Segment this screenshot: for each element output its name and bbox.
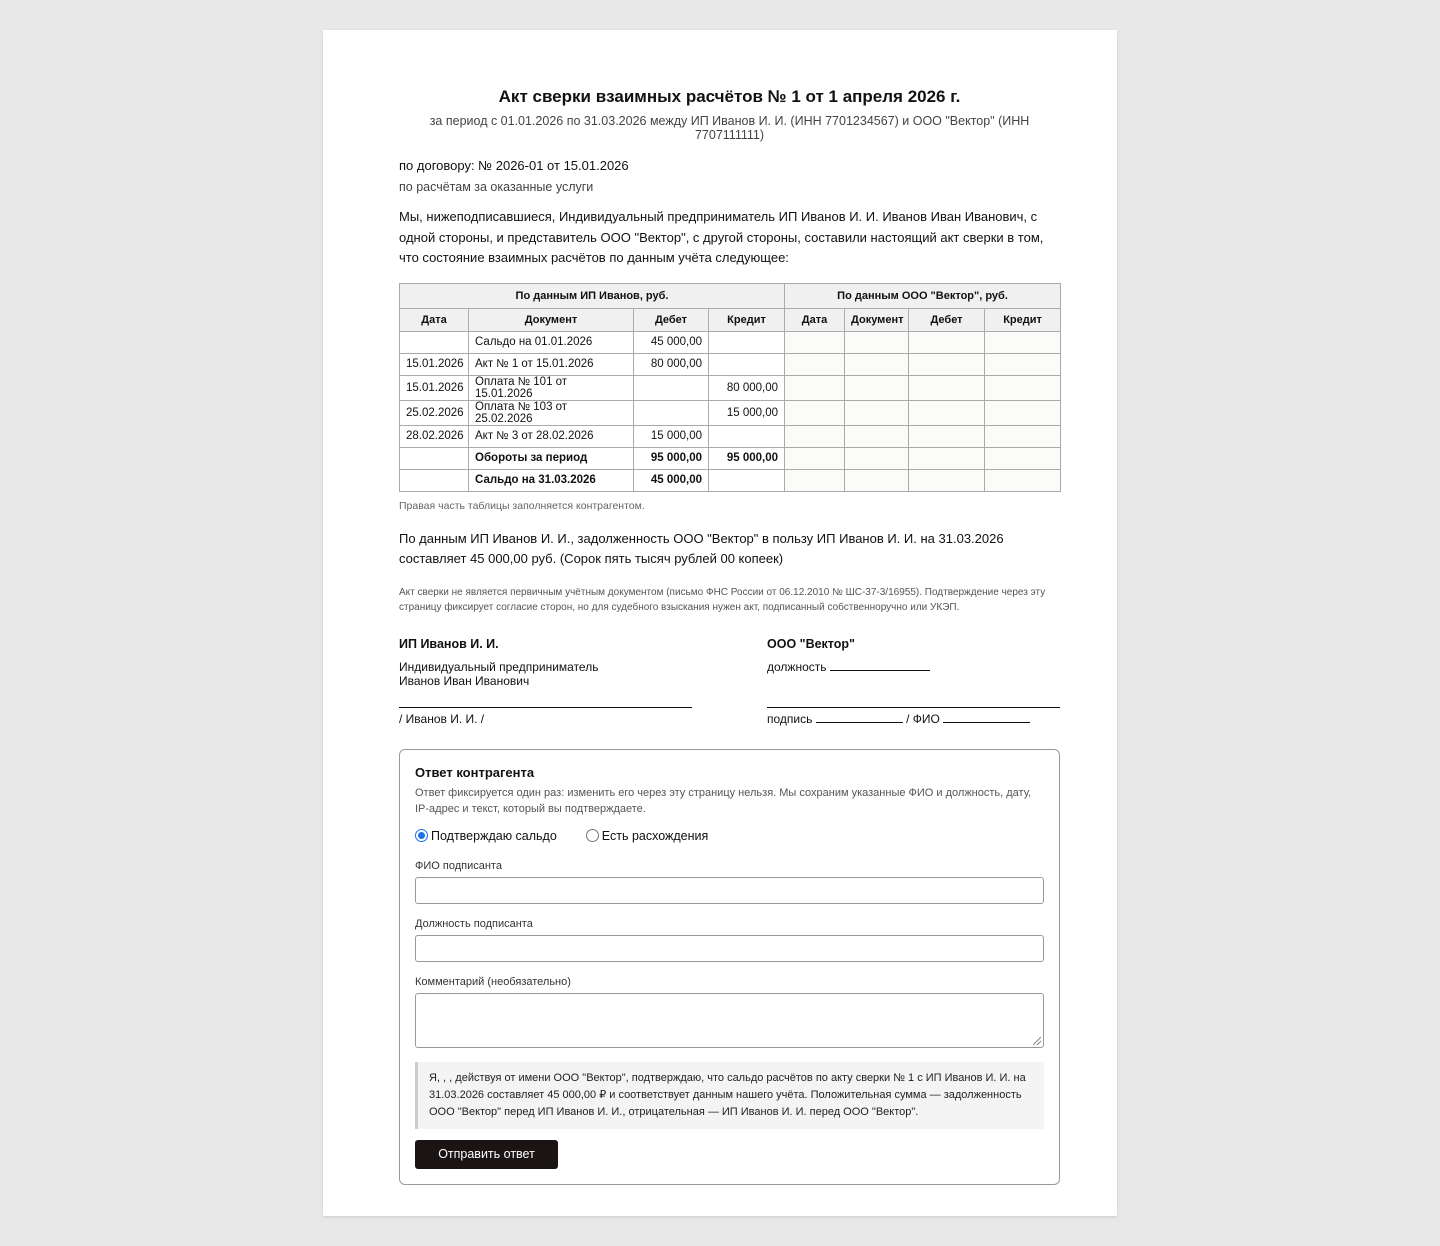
response-note: Ответ фиксируется один раз: изменить его через эту страницу нельзя. Мы сохраним указанные ФИО и должность, дату, IP-адрес и текст, который вы подтверждаете. bbox=[415, 786, 1032, 815]
table-row bbox=[400, 425, 1061, 447]
response-title: Ответ контрагента bbox=[415, 764, 535, 780]
fio-input[interactable] bbox=[415, 877, 1044, 904]
column-header: Дебет bbox=[909, 308, 985, 331]
counterparty-cell bbox=[785, 375, 845, 400]
table-row bbox=[400, 331, 1061, 353]
signer-left-fullname: Иванов Иван Иванович bbox=[399, 673, 530, 688]
signature-line bbox=[399, 707, 692, 708]
fio-field-label: ФИО подписанта bbox=[415, 859, 502, 872]
position-label: должность bbox=[767, 659, 827, 674]
cell-document: Оплата № 103 от 25.02.2026 bbox=[469, 400, 634, 425]
contract-line: по договору: № 2026-01 от 15.01.2026 bbox=[399, 158, 629, 173]
cell-credit bbox=[709, 425, 785, 447]
counterparty-response-form bbox=[399, 749, 1060, 1185]
cell-debit: 95 000,00 bbox=[634, 447, 709, 469]
counterparty-cell bbox=[985, 469, 1061, 491]
counterparty-cell bbox=[985, 331, 1061, 353]
counterparty-cell bbox=[845, 469, 909, 491]
sign-blank bbox=[816, 713, 903, 723]
column-header: Дебет bbox=[634, 308, 709, 331]
cell-credit bbox=[709, 469, 785, 491]
cell-credit: 95 000,00 bbox=[709, 447, 785, 469]
resize-grip-icon[interactable] bbox=[1033, 1037, 1041, 1045]
document-content bbox=[399, 86, 1060, 1185]
cell-debit: 45 000,00 bbox=[634, 469, 709, 491]
cell-document: Оплата № 101 от 15.01.2026 bbox=[469, 375, 634, 400]
signer-right-name: ООО "Вектор" bbox=[767, 636, 855, 651]
comment-field-label: Комментарий (необязательно) bbox=[415, 975, 571, 988]
cell-document: Сальдо на 01.01.2026 bbox=[469, 331, 634, 353]
cell-debit bbox=[634, 375, 709, 400]
signer-left-footer: / Иванов И. И. / bbox=[399, 711, 485, 726]
counterparty-cell bbox=[785, 447, 845, 469]
reconciliation-table bbox=[399, 283, 1061, 492]
table-row bbox=[400, 400, 1061, 425]
counterparty-cell bbox=[909, 400, 985, 425]
response-options bbox=[415, 827, 1044, 845]
radio-discrepancy[interactable] bbox=[586, 829, 709, 843]
counterparty-cell bbox=[845, 425, 909, 447]
column-header: Кредит bbox=[709, 308, 785, 331]
position-line bbox=[767, 660, 1060, 674]
intro-paragraph: Мы, нижеподписавшиеся, Индивидуальный предприниматель ИП Иванов И. И. Иванов Иван Иванович, с одной стороны, и представитель ООО "Вектор", с другой стороны, составили настоящий акт сверки в том, что состояние взаимных расчётов по данным учёта следующее: bbox=[399, 209, 1044, 265]
cell-debit: 15 000,00 bbox=[634, 425, 709, 447]
basis-line: по расчётам за оказанные услуги bbox=[399, 180, 594, 194]
counterparty-cell bbox=[785, 331, 845, 353]
cell-date: 15.01.2026 bbox=[400, 375, 469, 400]
cell-date bbox=[400, 447, 469, 469]
radio-unchecked-icon[interactable] bbox=[586, 829, 599, 842]
table-row bbox=[400, 353, 1061, 375]
position-field-label: Должность подписанта bbox=[415, 917, 533, 930]
sign-fio-line bbox=[767, 712, 1060, 726]
signature-left bbox=[399, 637, 692, 726]
group-header-left: По данным ИП Иванов, руб. bbox=[400, 283, 785, 308]
submit-response-button[interactable]: Отправить ответ bbox=[415, 1140, 558, 1169]
closing-balance-row bbox=[400, 469, 1061, 491]
column-header: Документ bbox=[845, 308, 909, 331]
cell-date bbox=[400, 469, 469, 491]
counterparty-cell bbox=[845, 447, 909, 469]
counterparty-cell bbox=[785, 469, 845, 491]
document-subtitle: за период с 01.01.2026 по 31.03.2026 между ИП Иванов И. И. (ИНН 7701234567) и ООО "Вектор" (ИНН 7707111111) bbox=[429, 114, 1030, 142]
cell-date: 25.02.2026 bbox=[400, 400, 469, 425]
counterparty-cell bbox=[985, 425, 1061, 447]
confirmation-statement: Я, , , действуя от имени ООО "Вектор", подтверждаю, что сальдо расчётов по акту сверки № 1 с ИП Иванов И. И. на 31.03.2026 составляет 45 000,00 ₽ и соответствует данным нашего учёта. Положительная сумма — задолженность ООО "Вектор" перед ИП Иванов И. И., отрицательная — ИП Иванов И. И. перед ООО "Вектор". bbox=[415, 1062, 1044, 1129]
group-header-right: По данным ООО "Вектор", руб. bbox=[785, 283, 1061, 308]
counterparty-cell bbox=[909, 425, 985, 447]
column-header: Дата bbox=[785, 308, 845, 331]
legal-note: Акт сверки не является первичным учётным документом (письмо ФНС России от 06.12.2010 № ШС-37-3/16955). Подтверждение через эту страницу фиксирует согласие сторон, но для судебного взыскания нужен акт, подписанный собственноручно или УКЭП. bbox=[399, 586, 1046, 613]
counterparty-cell bbox=[985, 447, 1061, 469]
cell-credit bbox=[709, 331, 785, 353]
counterparty-cell bbox=[785, 400, 845, 425]
counterparty-cell bbox=[909, 331, 985, 353]
counterparty-cell bbox=[845, 400, 909, 425]
cell-date: 15.01.2026 bbox=[400, 353, 469, 375]
counterparty-cell bbox=[985, 400, 1061, 425]
document-title: Акт сверки взаимных расчётов № 1 от 1 апреля 2026 г. bbox=[498, 87, 961, 106]
sign-label: подпись bbox=[767, 711, 813, 726]
counterparty-cell bbox=[909, 469, 985, 491]
cell-document: Акт № 3 от 28.02.2026 bbox=[469, 425, 634, 447]
counterparty-cell bbox=[785, 425, 845, 447]
cell-document: Обороты за период bbox=[469, 447, 634, 469]
counterparty-cell bbox=[845, 331, 909, 353]
radio-discrepancy-label[interactable]: Есть расхождения bbox=[601, 828, 709, 843]
conclusion-paragraph: По данным ИП Иванов И. И., задолженность ООО "Вектор" в пользу ИП Иванов И. И. на 31.03.2026 составляет 45 000,00 руб. (Сорок пять тысяч рублей 00 копеек) bbox=[399, 530, 1004, 566]
cell-document: Акт № 1 от 15.01.2026 bbox=[469, 353, 634, 375]
radio-confirm-label[interactable]: Подтверждаю сальдо bbox=[431, 828, 557, 843]
cell-debit: 45 000,00 bbox=[634, 331, 709, 353]
counterparty-cell bbox=[845, 375, 909, 400]
fio-label: / ФИО bbox=[906, 711, 940, 726]
signer-left-role: Индивидуальный предприниматель bbox=[399, 659, 599, 674]
column-header: Кредит bbox=[985, 308, 1061, 331]
signature-line bbox=[767, 707, 1060, 708]
cell-date: 28.02.2026 bbox=[400, 425, 469, 447]
cell-debit: 80 000,00 bbox=[634, 353, 709, 375]
counterparty-cell bbox=[909, 353, 985, 375]
fio-blank bbox=[943, 713, 1030, 723]
table-note: Правая часть таблицы заполняется контрагентом. bbox=[399, 499, 645, 512]
radio-checked-icon[interactable] bbox=[415, 829, 428, 842]
position-blank bbox=[830, 661, 930, 671]
cell-credit bbox=[709, 353, 785, 375]
counterparty-cell bbox=[785, 353, 845, 375]
cell-debit bbox=[634, 400, 709, 425]
signer-left-name: ИП Иванов И. И. bbox=[399, 636, 499, 651]
counterparty-cell bbox=[985, 353, 1061, 375]
counterparty-cell bbox=[909, 447, 985, 469]
counterparty-cell bbox=[845, 353, 909, 375]
counterparty-cell bbox=[909, 375, 985, 400]
signature-right bbox=[767, 637, 1060, 726]
document-sheet bbox=[323, 30, 1117, 1216]
cell-credit: 15 000,00 bbox=[709, 400, 785, 425]
comment-textarea[interactable] bbox=[415, 993, 1044, 1048]
column-header: Документ bbox=[469, 308, 634, 331]
table-row bbox=[400, 375, 1061, 400]
turnover-row bbox=[400, 447, 1061, 469]
radio-confirm-balance[interactable] bbox=[415, 829, 557, 843]
column-header: Дата bbox=[400, 308, 469, 331]
cell-date bbox=[400, 331, 469, 353]
cell-credit: 80 000,00 bbox=[709, 375, 785, 400]
counterparty-cell bbox=[985, 375, 1061, 400]
position-input[interactable] bbox=[415, 935, 1044, 962]
cell-document: Сальдо на 31.03.2026 bbox=[469, 469, 634, 491]
signature-block bbox=[399, 637, 1060, 726]
